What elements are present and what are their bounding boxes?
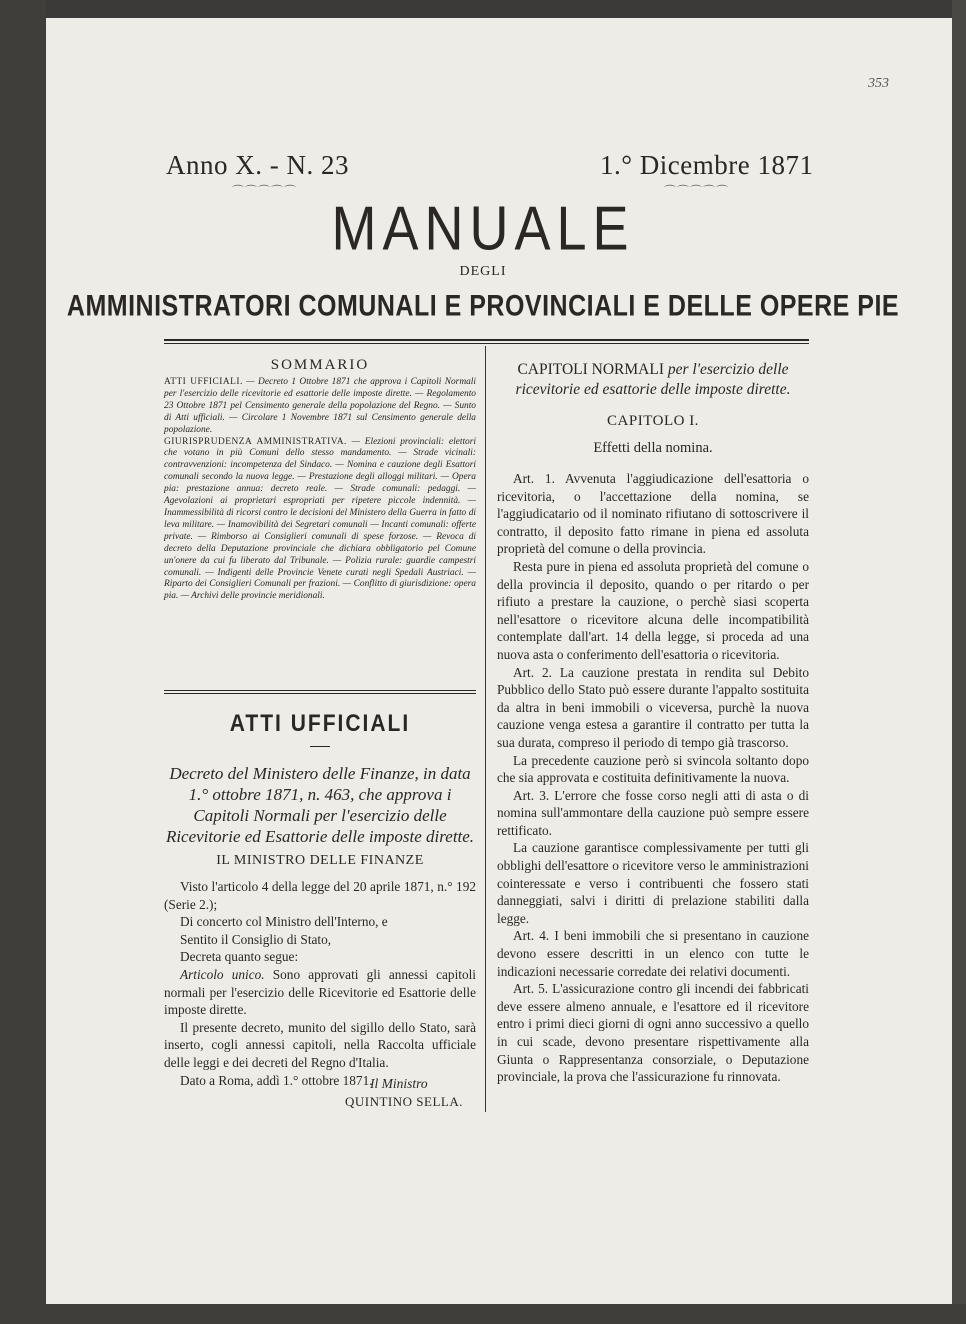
section-heading: Effetti della nomina.	[593, 440, 713, 456]
article-paragraph: Art. 2. La cauzione prestata in rendita sul Debito Pubblico dello Stato può essere durante l'appalto sostituita da altra in beni immobili o viceversa, purchè la nuova cauzione venga estesa a garantire il contratto per tutta la sua durata, compreso il periodo di tempo già trascorso.	[497, 664, 809, 750]
articolo-unico-lead: Articolo unico.	[180, 966, 265, 982]
issue-number: Anno X. - N. 23	[166, 150, 349, 180]
article-paragraph: Art. 1. Avvenuta l'aggiudicazione dell'esattoria o ricevitoria, o l'accettazione della nomina, se l'aggiudicatario od il nominato rifiutano di sottoscrivere il contratto, il deposito fatto rimane in piena ed assoluta proprietà del comune o della provincia.	[497, 471, 809, 557]
scan-edge-top	[0, 0, 966, 18]
capitoli-title	[497, 360, 809, 400]
capitoli-title-plain: CAPITOLI NORMALI	[517, 361, 664, 378]
decree-paragraph: Visto l'articolo 4 della legge del 20 aprile 1871, n.° 192 (Serie 2.);	[164, 879, 476, 912]
sommario-label-giurisprudenza: GIURISPRUDENZA AMMINISTRATIVA.	[164, 436, 347, 447]
ornament-right: ⌒⌒⌒⌒⌒	[664, 184, 730, 198]
decree-paragraph: Sentito il Consiglio di Stato,	[180, 931, 332, 947]
ornament-left: ⌒⌒⌒⌒⌒	[232, 184, 298, 198]
header-rule-thick	[164, 339, 809, 341]
decree-paragraph: Decreta quanto segue:	[180, 949, 299, 965]
column-divider	[485, 346, 486, 1112]
issue-date: 1.° Dicembre 1871	[600, 150, 814, 180]
capitoli-title-italic: per l'esercizio delle ricevitorie ed esattorie delle imposte dirette.	[515, 361, 791, 398]
articolo-unico-text: Sono approvati gli annessi capitoli normali per l'esercizio delle Ricevitorie ed Esattorie delle imposte dirette.	[164, 966, 476, 1018]
decree-paragraph: Di concerto col Ministro dell'Interno, e	[180, 914, 388, 930]
journal-title: MANUALE	[331, 194, 635, 264]
ministro-heading: IL MINISTRO DELLE FINANZE	[216, 853, 424, 868]
decree-paragraph: Dato a Roma, addì 1.° ottobre 1871.	[180, 1072, 373, 1088]
article-paragraph: Resta pure in piena ed assoluta proprietà del comune o della provincia il deposito, quando o per ritardo o per rifiuto a prestare la cauzione, o perchè siasi scoperta nell'esattore o ricevitore alcuna delle incompatibilità contemplate dall'art. 14 della legge, si proceda ad una nuova asta o conferimento dell'esattoria o ricevitoria.	[497, 558, 809, 662]
sommario-rule-1	[164, 690, 476, 691]
atti-ufficiali-heading: ATTI UFFICIALI	[229, 710, 411, 737]
sommario-rule-2	[164, 693, 476, 694]
capitolo-heading: CAPITOLO I.	[607, 413, 699, 429]
sommario-label-atti: ATTI UFFICIALI.	[164, 377, 243, 387]
decree-title: Decreto del Ministero delle Finanze, in data 1.° ottobre 1871, n. 463, che approva i Capitoli Normali per l'esercizio delle Ricevitorie ed Esattorie delle imposte dirette.	[165, 764, 475, 846]
decree-body	[164, 878, 476, 1089]
signature-name: QUINTINO SELLA.	[345, 1094, 463, 1109]
sommario-heading: SOMMARIO	[270, 357, 370, 373]
sommario-atti-text: — Decreto 1 Ottobre 1871 che approva i Capitoli Normali per l'esercizio delle ricevitorie ed esattorie delle imposte dirette. — Regolamento 23 Ottobre 1871 pel Censimento generale della popolazione del Regno. — Sunto di Atti ufficiali. — Circolare 1 Novembre 1871 sul Censimento generale della popolazione.	[164, 377, 476, 435]
scan-edge-bottom	[0, 1304, 966, 1324]
article-paragraph: La precedente cauzione però si svincola soltanto dopo che sia approvata e costituita definitivamente la nuova.	[497, 752, 809, 786]
article-paragraph: Art. 5. L'assicurazione contro gli incendi dei fabbricati deve essere almeno annuale, e l'esattore ed il ricevitore entro i primi dieci giorni di ogni anno successivo a quello in cui scade, devono presentare rispettivamente alla Giunta o Rappresentanza consorziale, o Deputazione provinciale, la prova che l'assicurazione fu rinnovata.	[497, 981, 809, 1085]
sommario-giurisprudenza-text: — Elezioni provinciali: elettori che votano in più Comuni dello stesso mandamento. — Strade vicinali: contravvenzioni: incompetenza del Sindaco. — Nomina e cauzione degli Esattori comunali secondo la nuova legge. — Prestazione degli alloggi militari. — Opera pia: prestazione annua: decreto reale. — Strade comunali: pedaggi. — Agevolazioni ai proprietari espropriati per ripetere piccole indennità. — Inammessibilità di ricorsi contro le decisioni del Ministero della Guerra in fatto di leva militare. — Inamovibilità dei Segretari comunali — Incanti comunali: offerte private. — Rimborso ai Consiglieri comunali di spese forzose. — Revoca di decreto della Deputazione provinciale che dichiara obbligatorio pel Comune un'onere da cui fu liberato dal Tribunale. — Polizia rurale: guardie campestri comunali. — Indigenti delle Provincie Venete curati negli Spedali Austriaci. — Riparto dei Consiglieri Comunali per frazioni. — Conflitto di giurisdizione: opera pia. — Archivi delle provincie meridionali.	[164, 436, 476, 602]
article-paragraph: Art. 3. L'errore che fosse corso negli atti di asta o di nomina sull'ammontare della cauzione può sempre essere rettificato.	[497, 787, 809, 838]
decree-paragraph	[164, 966, 476, 1019]
article-paragraph: La cauzione garantisce complessivamente per tutti gli obblighi dell'esattore o ricevitore verso le amministrazioni cointeressate e verso i contribuenti che fossero stati danneggiati, salvi i diritti di prelazione stabiliti dalla legge.	[497, 840, 809, 926]
signature-title: Il Ministro	[370, 1076, 428, 1091]
sommario-text	[164, 377, 476, 603]
atti-short-rule	[310, 746, 330, 747]
journal-title-degli: DEGLI	[459, 264, 507, 279]
journal-subtitle: AMMINISTRATORI COMUNALI E PROVINCIALI E DELLE OPERE PIE	[66, 289, 900, 323]
article-paragraph: Art. 4. I beni immobili che si presentano in cauzione devono essere descritti in un elenco con tutte le indicazioni necessarie corredate dei relativi documenti.	[497, 928, 809, 979]
capitoli-body	[497, 470, 809, 1086]
decree-paragraph: Il presente decreto, munito del sigillo dello Stato, sarà inserto, cogli annessi capitoli, nella Raccolta ufficiale delle leggi e dei decreti del Regno d'Italia.	[164, 1019, 476, 1070]
page-number: 353	[868, 76, 889, 91]
header-rule-thin	[164, 343, 809, 344]
